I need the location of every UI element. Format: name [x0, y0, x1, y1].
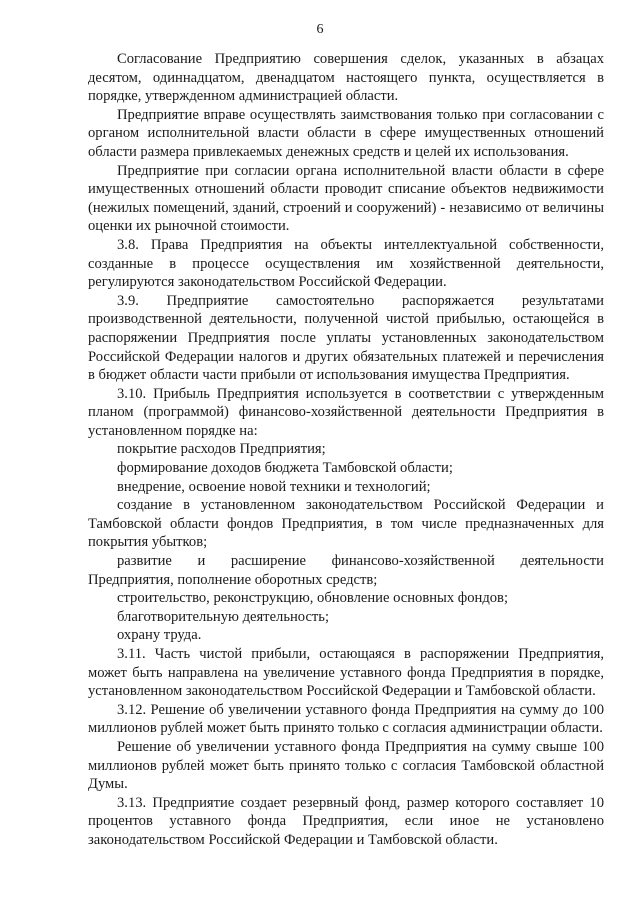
- paragraph-3-10: 3.10. Прибыль Предприятия используется в соответствии с утвержденным планом (программой) финансово-хозяйственной деятельности Предприятия в установленном порядке на:: [88, 385, 604, 439]
- list-item-labor-protection: охрану труда.: [117, 627, 202, 644]
- list-item-expenses: покрытие расходов Предприятия;: [117, 441, 326, 458]
- paragraph-duma-approval: Решение об увеличении уставного фонда Предприятия на сумму свыше 100 миллионов рублей может быть принято только с согласия Тамбовской областной Думы.: [88, 738, 604, 793]
- list-item-budget-income: формирование доходов бюджета Тамбовской области;: [117, 460, 453, 477]
- list-item-construction: строительство, реконструкцию, обновление основных фондов;: [117, 590, 509, 607]
- paragraph-3-9: 3.9. Предприятие самостоятельно распоряжается результатами производственной деятельности, полученной чистой прибылью, остающейся в распоряжении Предприятия после уплаты установленных законодательством Российской Федерации налогов и других обязательных платежей и перечисления в бюджет области части прибыли от использования имущества Предприятия.: [88, 292, 604, 384]
- paragraph-3-13: 3.13. Предприятие создает резервный фонд, размер которого составляет 10 процентов уставного фонда Предприятия, если иное не установлено законодательством Российской Федерации и Тамбовской области.: [88, 794, 604, 848]
- paragraph-write-off: Предприятие при согласии органа исполнительной власти области в сфере имущественных отношений области проводит списание объектов недвижимости (нежилых помещений, зданий, строений и сооружений) - независимо от величины оценки их рыночной стоимости.: [88, 162, 604, 235]
- list-item-funds: создание в установленном законодательством Российской Федерации и Тамбовской области фондов Предприятия, в том числе предназначенных для покрытия убытков;: [88, 497, 604, 551]
- paragraph-3-8: 3.8. Права Предприятия на объекты интеллектуальной собственности, созданные в процессе осуществления им хозяйственной деятельности, регулируются законодательством Российской Федерации.: [88, 236, 604, 291]
- page-number: 6: [316, 22, 324, 37]
- paragraph-3-11: 3.11. Часть чистой прибыли, остающаяся в распоряжении Предприятия, может быть направлена на увеличение уставного фонда Предприятия в порядке, установленном законодательством Российской Федерации и Тамбовской области.: [88, 646, 604, 700]
- paragraph-approval-transactions: Согласование Предприятию совершения сделок, указанных в абзацах десятом, одиннадцатом, двенадцатом настоящего пункта, осуществляется в порядке, утвержденном администрацией области.: [88, 51, 604, 105]
- document-body: [88, 50, 604, 850]
- paragraph-3-12: 3.12. Решение об увеличении уставного фонда Предприятия на сумму до 100 миллионов рублей может быть принято только с согласия администрации области.: [88, 701, 604, 737]
- list-item-development: развитие и расширение финансово-хозяйственной деятельности Предприятия, пополнение оборотных средств;: [88, 553, 604, 588]
- paragraph-borrowing: Предприятие вправе осуществлять заимствования только при согласовании с органом исполнительной власти области в сфере имущественных отношений области размера привлекаемых денежных средств и целей их использования.: [88, 106, 604, 160]
- list-item-technology: внедрение, освоение новой техники и технологий;: [117, 478, 431, 495]
- list-item-charity: благотворительную деятельность;: [117, 608, 330, 625]
